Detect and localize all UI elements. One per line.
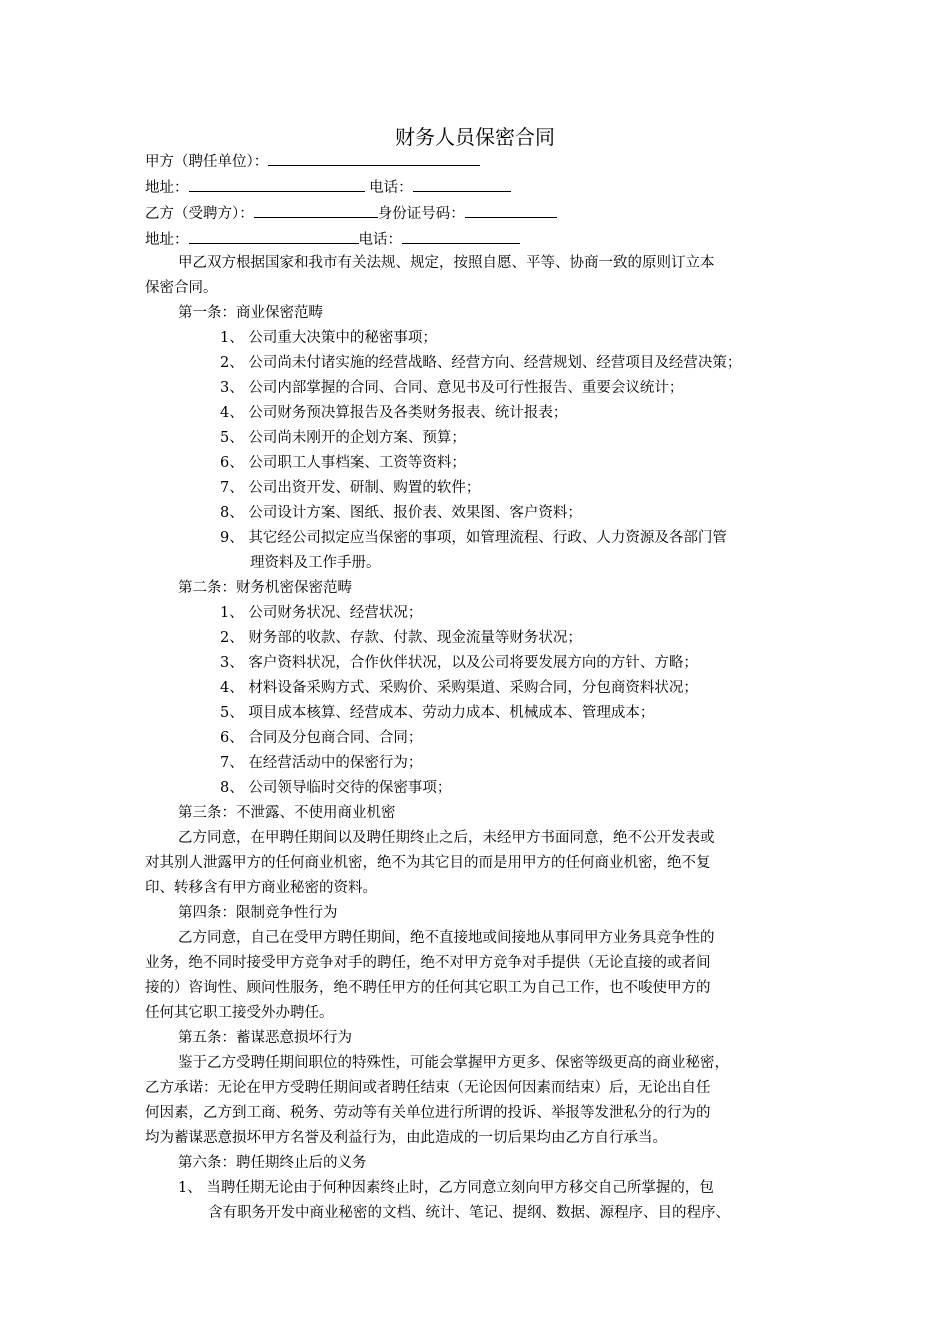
id-number-label: 身份证号码： — [377, 206, 465, 222]
id-number-blank — [465, 203, 557, 218]
phone-label: 电话： — [358, 232, 402, 248]
article-1-item: 4、 公司财务预决算报告及各类财务报表、统计报表； — [220, 405, 568, 421]
party-b-label: 乙方（受聘方）： — [145, 206, 254, 222]
article-1-item: 7、 公司出资开发、研制、购置的软件； — [220, 480, 481, 496]
article-6-heading: 第六条：聘任期终止后的义务 — [178, 1155, 367, 1171]
intro-line: 保密合同。 — [145, 280, 218, 296]
article-4-text: 业务，绝不同时接受甲方竞争对手的聘任，绝不对甲方竞争对手提供（无论直接的或者间 — [145, 955, 711, 971]
article-5-text: 何因素，乙方到工商、税务、劳动等有关单位进行所谓的投诉、举报等发泄私分的行为的 — [145, 1105, 711, 1121]
article-4-heading: 第四条：限制竞争性行为 — [178, 905, 338, 921]
article-1-item: 9、 其它经公司拟定应当保密的事项，如管理流程、行政、人力资源及各部门管 — [220, 530, 727, 546]
article-6-item-continued: 含有职务开发中商业秘密的文档、统计、笔记、提纲、数据、源程序、目的程序、 — [208, 1205, 730, 1221]
phone-blank — [413, 177, 511, 192]
intro-line: 甲乙双方根据国家和我市有关法规、规定，按照自愿、平等、协商一致的原则订立本 — [178, 255, 715, 271]
article-1-item: 3、 公司内部掌握的合同、合同、意见书及可行性报告、重要会议统计； — [220, 380, 684, 396]
article-1-item: 2、 公司尚未付诸实施的经营战略、经营方向、经营规划、经营项目及经营决策； — [220, 355, 742, 371]
party-b-blank — [254, 203, 378, 218]
article-1-item-continued: 理资料及工作手册。 — [250, 555, 381, 571]
document-title: 财务人员保密合同 — [395, 125, 555, 149]
article-3-text: 对其别人泄露甲方的任何商业机密，绝不为其它目的而是用甲方的任何商业机密，绝不复 — [145, 855, 711, 871]
article-6-item: 1、 当聘任期无论由于何种因素终止时，乙方同意立刻向甲方移交自己所掌握的，包 — [178, 1180, 714, 1196]
article-3-heading: 第三条：不泄露、不使用商业机密 — [178, 805, 396, 821]
article-2-item: 5、 项目成本核算、经营成本、劳动力成本、机械成本、管理成本； — [220, 705, 655, 721]
article-2-item: 1、 公司财务状况、经营状况； — [220, 605, 423, 621]
article-5-heading: 第五条：蓄谋恶意损坏行为 — [178, 1030, 352, 1046]
article-4-text: 乙方同意，自己在受甲方聘任期间，绝不直接地或间接地从事同甲方业务具竞争性的 — [178, 930, 715, 946]
party-a-blank — [268, 151, 480, 166]
article-4-text: 接的）咨询性、顾问性服务，绝不聘任甲方的任何其它职工为自己工作，也不唆使甲方的 — [145, 980, 711, 996]
phone-label: 电话： — [364, 180, 413, 196]
article-4-text: 任何其它职工接受外办聘任。 — [145, 1005, 334, 1021]
article-1-item: 8、 公司设计方案、图纸、报价表、效果图、客户资料； — [220, 505, 582, 521]
address-label: 地址： — [145, 180, 189, 196]
article-2-item: 8、 公司领导临时交待的保密事项； — [220, 780, 452, 796]
article-5-text: 鉴于乙方受聘任期间职位的特殊性，可能会掌握甲方更多、保密等级更高的商业秘密， — [178, 1055, 729, 1071]
address-blank — [189, 229, 359, 244]
article-2-heading: 第二条：财务机密保密范畴 — [178, 580, 352, 596]
address-row-2 — [145, 229, 520, 250]
party-a-label: 甲方（聘任单位）： — [145, 154, 269, 170]
article-2-item: 7、 在经营活动中的保密行为； — [220, 755, 423, 771]
article-2-item: 3、 客户资料状况，合作伙伴状况，以及公司将要发展方向的方针、方略； — [220, 655, 698, 671]
article-1-heading: 第一条：商业保密范畴 — [178, 305, 323, 321]
article-5-text: 均为蓄谋恶意损坏甲方名誉及利益行为，由此造成的一切后果均由乙方自行承当。 — [145, 1130, 667, 1146]
address-row-1 — [145, 177, 511, 198]
article-3-text: 印、转移含有甲方商业秘密的资料。 — [145, 880, 377, 896]
article-1-item: 6、 公司职工人事档案、工资等资料； — [220, 455, 466, 471]
article-1-item: 1、 公司重大决策中的秘密事项； — [220, 330, 437, 346]
address-blank — [189, 177, 365, 192]
party-a-row — [145, 151, 480, 172]
phone-blank — [402, 229, 520, 244]
article-2-item: 6、 合同及分包商合同、合同； — [220, 730, 423, 746]
party-b-row — [145, 203, 557, 224]
article-5-text: 乙方承诺：无论在甲方受聘任期间或者聘任结束（无论因何因素而结束）后，无论出自任 — [145, 1080, 711, 1096]
article-3-text: 乙方同意，在甲聘任期间以及聘任期终止之后，未经甲方书面同意，绝不公开发表或 — [178, 830, 715, 846]
address-label: 地址： — [145, 232, 189, 248]
article-1-item: 5、 公司尚未刚开的企划方案、预算； — [220, 430, 466, 446]
article-2-item: 4、 材料设备采购方式、采购价、采购渠道、采购合同，分包商资料状况； — [220, 680, 698, 696]
article-2-item: 2、 财务部的收款、存款、付款、现金流量等财务状况； — [220, 630, 582, 646]
